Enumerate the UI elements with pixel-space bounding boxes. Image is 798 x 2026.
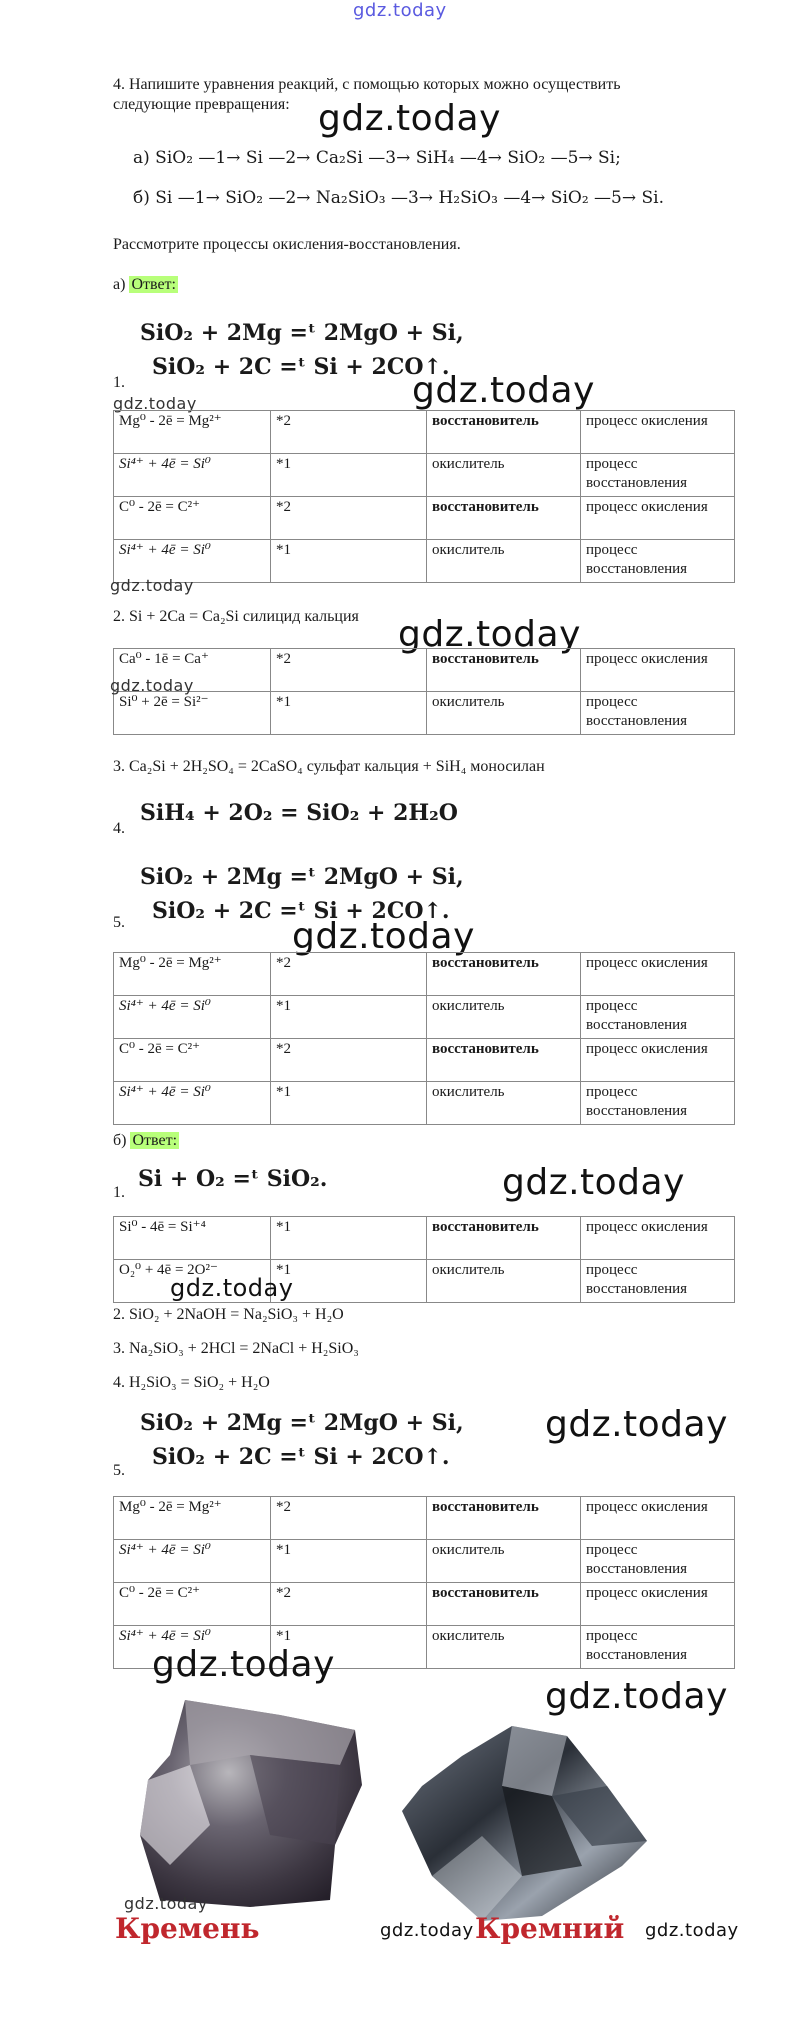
process-cell: процесс восстановления bbox=[581, 1082, 735, 1125]
half-reaction-cell: C⁰ - 2ē = C²⁺ bbox=[114, 1039, 271, 1082]
watermark: gdz.today bbox=[545, 1404, 728, 1445]
coefficient-cell: *2 bbox=[271, 1497, 427, 1540]
flint-label: Кремень bbox=[115, 1912, 260, 1945]
item-number: 1. bbox=[113, 1184, 125, 1201]
process-cell: процесс окисления bbox=[581, 1497, 735, 1540]
equation: SiO₂ + 2Mg =ᵗ 2MgO + Si, bbox=[140, 1410, 464, 1436]
table-row bbox=[114, 996, 735, 1039]
table-row bbox=[114, 953, 735, 996]
table-row bbox=[114, 540, 735, 583]
table-row bbox=[114, 454, 735, 497]
coefficient-cell: *2 bbox=[271, 497, 427, 540]
equation: SiO₂ + 2Mg =ᵗ 2MgO + Si, bbox=[140, 320, 464, 346]
role-cell: окислитель bbox=[427, 1540, 581, 1583]
redox-table bbox=[113, 952, 735, 1125]
process-cell: процесс восстановления bbox=[581, 540, 735, 583]
table-row bbox=[114, 411, 735, 454]
watermark-medium: gdz.today bbox=[170, 1274, 294, 1302]
role-cell: окислитель bbox=[427, 1626, 581, 1669]
equation: Si + O₂ =ᵗ SiO₂. bbox=[138, 1166, 328, 1192]
half-reaction-cell: C⁰ - 2ē = C²⁺ bbox=[114, 497, 271, 540]
item-3: 3. Na₂SiO₃ + 2HCl = 2NaCl + H₂SiO₃ bbox=[113, 1340, 359, 1357]
item-2: 2. Si + 2Ca = Ca₂Si силицид кальция bbox=[113, 608, 359, 625]
coefficient-cell: *1 bbox=[271, 1082, 427, 1125]
process-cell: процесс восстановления bbox=[581, 454, 735, 497]
redox-table bbox=[113, 410, 735, 583]
part-b-header bbox=[113, 1132, 179, 1150]
coefficient-cell: *1 bbox=[271, 1540, 427, 1583]
process-cell: процесс восстановления bbox=[581, 1626, 735, 1669]
role-cell: восстановитель bbox=[427, 1583, 581, 1626]
watermark: gdz.today bbox=[412, 370, 595, 411]
coefficient-cell: *2 bbox=[271, 1583, 427, 1626]
process-cell: процесс окисления bbox=[581, 1217, 735, 1260]
half-reaction-cell: Mg⁰ - 2ē = Mg²⁺ bbox=[114, 953, 271, 996]
coefficient-cell: *2 bbox=[271, 1039, 427, 1082]
chain-b: б) Si —1→ SiO₂ —2→ Na₂SiO₃ —3→ H₂SiO₃ —4→ SiO₂ —5→ Si. bbox=[133, 188, 664, 208]
item-4: 4. H₂SiO₃ = SiO₂ + H₂O bbox=[113, 1374, 270, 1391]
item-2: 2. SiO₂ + 2NaOH = Na₂SiO₃ + H₂O bbox=[113, 1306, 344, 1323]
process-cell: процесс окисления bbox=[581, 497, 735, 540]
item-number: 5. bbox=[113, 1462, 125, 1479]
process-cell: процесс восстановления bbox=[581, 1260, 735, 1303]
role-cell: окислитель bbox=[427, 1082, 581, 1125]
role-cell: восстановитель bbox=[427, 1217, 581, 1260]
watermark: gdz.today bbox=[292, 916, 475, 957]
task-line-2: следующие превращения: bbox=[113, 96, 290, 113]
watermark-small: gdz.today bbox=[113, 394, 197, 413]
part-a-header bbox=[113, 276, 178, 294]
answer-label: Ответ: bbox=[131, 276, 176, 293]
part-a-prefix: а) bbox=[113, 276, 126, 293]
half-reaction-cell: Si⁴⁺ + 4ē = Si⁰ bbox=[114, 540, 271, 583]
watermark: gdz.today bbox=[152, 1644, 335, 1685]
process-cell: процесс восстановления bbox=[581, 1540, 735, 1583]
answer-label: Ответ: bbox=[132, 1132, 178, 1149]
process-cell: процесс окисления bbox=[581, 1039, 735, 1082]
item-number: 1. bbox=[113, 374, 125, 391]
watermark-small: gdz.today bbox=[380, 1920, 474, 1941]
equation: SiO₂ + 2C =ᵗ Si + 2CO↑. bbox=[152, 354, 450, 380]
watermark: gdz.today bbox=[398, 614, 581, 655]
flint-image bbox=[130, 1695, 365, 1910]
process-cell: процесс окисления bbox=[581, 649, 735, 692]
half-reaction-cell: Si⁰ + 2ē = Si²⁻ bbox=[114, 692, 271, 735]
watermark-small: gdz.today bbox=[645, 1920, 739, 1941]
role-cell: окислитель bbox=[427, 1260, 581, 1303]
watermark-top: gdz.today bbox=[353, 0, 447, 21]
coefficient-cell: *1 bbox=[271, 692, 427, 735]
coefficient-cell: *1 bbox=[271, 1217, 427, 1260]
item-number: 4. bbox=[113, 820, 125, 837]
half-reaction-cell: Mg⁰ - 2ē = Mg²⁺ bbox=[114, 1497, 271, 1540]
table-row bbox=[114, 1540, 735, 1583]
coefficient-cell: *2 bbox=[271, 411, 427, 454]
redox-table bbox=[113, 648, 735, 735]
process-cell: процесс окисления bbox=[581, 953, 735, 996]
coefficient-cell: *1 bbox=[271, 1260, 427, 1303]
role-cell: восстановитель bbox=[427, 497, 581, 540]
coefficient-cell: *1 bbox=[271, 454, 427, 497]
role-cell: восстановитель bbox=[427, 1039, 581, 1082]
half-reaction-cell: Si⁴⁺ + 4ē = Si⁰ bbox=[114, 1626, 271, 1669]
role-cell: восстановитель bbox=[427, 953, 581, 996]
coefficient-cell: *1 bbox=[271, 1626, 427, 1669]
equation: SiO₂ + 2C =ᵗ Si + 2CO↑. bbox=[152, 1444, 450, 1470]
table-row bbox=[114, 649, 735, 692]
half-reaction-cell: Mg⁰ - 2ē = Mg²⁺ bbox=[114, 411, 271, 454]
table-row bbox=[114, 1039, 735, 1082]
equation: SiO₂ + 2C =ᵗ Si + 2CO↑. bbox=[152, 898, 450, 924]
half-reaction-cell: Ca⁰ - 1ē = Ca⁺ bbox=[114, 649, 271, 692]
item-number: 5. bbox=[113, 914, 125, 931]
half-reaction-cell: C⁰ - 2ē = C²⁺ bbox=[114, 1583, 271, 1626]
task-line-1: 4. Напишите уравнения реакций, с помощью которых можно осуществить bbox=[113, 76, 621, 93]
silicon-label: Кремний bbox=[475, 1912, 625, 1945]
half-reaction-cell: Si⁴⁺ + 4ē = Si⁰ bbox=[114, 1082, 271, 1125]
table-row bbox=[114, 1217, 735, 1260]
item-3: 3. Ca₂Si + 2H₂SO₄ = 2CaSO₄ сульфат кальция + SiH₄ моносилан bbox=[113, 758, 545, 775]
half-reaction-cell: Si⁴⁺ + 4ē = Si⁰ bbox=[114, 996, 271, 1039]
process-cell: процесс окисления bbox=[581, 411, 735, 454]
role-cell: восстановитель bbox=[427, 1497, 581, 1540]
part-b-prefix: б) bbox=[113, 1132, 127, 1149]
chain-a: а) SiO₂ —1→ Si —2→ Ca₂Si —3→ SiH₄ —4→ SiO₂ —5→ Si; bbox=[133, 148, 621, 168]
equation: SiO₂ + 2Mg =ᵗ 2MgO + Si, bbox=[140, 864, 464, 890]
table-row bbox=[114, 692, 735, 735]
watermark-small: gdz.today bbox=[124, 1894, 208, 1913]
coefficient-cell: *2 bbox=[271, 953, 427, 996]
silicon-image bbox=[392, 1716, 652, 1926]
table-row bbox=[114, 497, 735, 540]
table-row bbox=[114, 1583, 735, 1626]
coefficient-cell: *2 bbox=[271, 649, 427, 692]
consider-text: Рассмотрите процессы окисления-восстановления. bbox=[113, 236, 461, 253]
process-cell: процесс восстановления bbox=[581, 692, 735, 735]
watermark: gdz.today bbox=[545, 1676, 728, 1717]
role-cell: окислитель bbox=[427, 540, 581, 583]
process-cell: процесс окисления bbox=[581, 1583, 735, 1626]
watermark-small: gdz.today bbox=[110, 676, 194, 695]
watermark: gdz.today bbox=[502, 1162, 685, 1203]
equation: SiH₄ + 2O₂ = SiO₂ + 2H₂O bbox=[140, 800, 458, 826]
table-row bbox=[114, 1082, 735, 1125]
half-reaction-cell: Si⁴⁺ + 4ē = Si⁰ bbox=[114, 1540, 271, 1583]
half-reaction-cell: O₂⁰ + 4ē = 2O²⁻ bbox=[114, 1260, 271, 1303]
half-reaction-cell: Si⁰ - 4ē = Si⁺⁴ bbox=[114, 1217, 271, 1260]
role-cell: восстановитель bbox=[427, 411, 581, 454]
role-cell: окислитель bbox=[427, 996, 581, 1039]
coefficient-cell: *1 bbox=[271, 996, 427, 1039]
role-cell: окислитель bbox=[427, 692, 581, 735]
role-cell: окислитель bbox=[427, 454, 581, 497]
watermark: gdz.today bbox=[318, 98, 501, 139]
process-cell: процесс восстановления bbox=[581, 996, 735, 1039]
half-reaction-cell: Si⁴⁺ + 4ē = Si⁰ bbox=[114, 454, 271, 497]
watermark-small: gdz.today bbox=[110, 576, 194, 595]
table-row bbox=[114, 1497, 735, 1540]
coefficient-cell: *1 bbox=[271, 540, 427, 583]
role-cell: восстановитель bbox=[427, 649, 581, 692]
